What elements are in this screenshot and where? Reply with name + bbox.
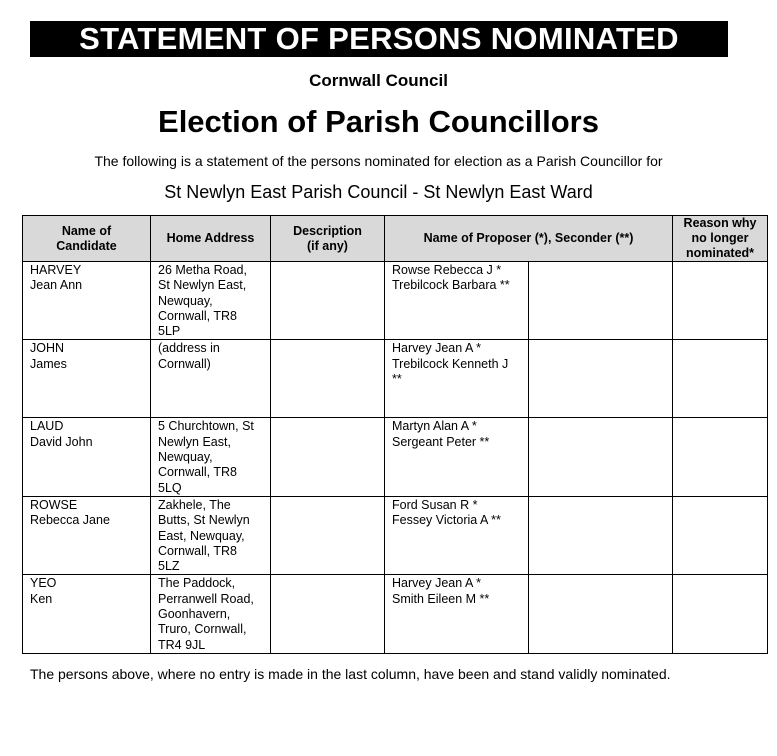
proposer-seconder-cell	[385, 340, 529, 418]
candidate-surname: JOHN	[30, 341, 65, 356]
candidate-name-cell	[23, 418, 151, 496]
proposer-name: Ford Susan R *	[392, 497, 478, 512]
header-candidate-name: Name of Candidate	[23, 216, 151, 262]
home-address-cell	[151, 496, 271, 574]
intro-text: The following is a statement of the persons nominated for election as a Parish Councillor for	[94, 153, 663, 169]
address-line: Perranwell Road,	[158, 591, 254, 606]
reason-cell	[673, 496, 768, 574]
address-line: 5LQ	[158, 480, 182, 495]
proposer-seconder-cell	[385, 496, 529, 574]
proposer-seconder-cell	[385, 575, 529, 653]
candidate-name-cell	[23, 340, 151, 418]
header-proposer-seconder: Name of Proposer (*), Seconder (**)	[385, 216, 673, 262]
address-line: Newquay,	[158, 450, 213, 465]
address-line: Newlyn East,	[158, 434, 231, 449]
seconder-name: Trebilcock Kenneth J	[392, 356, 509, 371]
candidate-surname: LAUD	[30, 419, 64, 434]
seconder-name: **	[392, 372, 402, 387]
blank-cell	[529, 262, 673, 340]
proposer-seconder-cell	[385, 418, 529, 496]
address-line: 5LP	[158, 324, 181, 339]
description-cell	[271, 340, 385, 418]
header-description: Description (if any)	[271, 216, 385, 262]
address-line: 26 Metha Road,	[158, 263, 247, 277]
blank-cell	[529, 496, 673, 574]
nominations-table	[22, 215, 768, 654]
address-line: Cornwall, TR8	[158, 543, 237, 558]
address-line: East, Newquay,	[158, 528, 245, 543]
reason-cell	[673, 340, 768, 418]
candidate-name-cell	[23, 262, 151, 340]
proposer-name: Harvey Jean A *	[392, 341, 481, 356]
candidate-surname: YEO	[30, 576, 57, 591]
seconder-name: Sergeant Peter **	[392, 434, 490, 449]
candidate-forenames: Jean Ann	[30, 278, 83, 293]
candidate-forenames: James	[30, 356, 67, 371]
proposer-name: Martyn Alan A *	[392, 419, 477, 434]
blank-cell	[529, 575, 673, 653]
candidate-forenames: David John	[30, 434, 93, 449]
statement-banner: STATEMENT OF PERSONS NOMINATED	[30, 21, 728, 57]
address-line: 5 Churchtown, St	[158, 419, 254, 434]
candidate-name-cell	[23, 496, 151, 574]
address-line: Cornwall, TR8	[158, 465, 237, 480]
proposer-name: Harvey Jean A *	[392, 576, 481, 591]
address-line: St Newlyn East,	[158, 278, 247, 293]
seconder-name: Trebilcock Barbara **	[392, 278, 510, 293]
address-line: Butts, St Newlyn	[158, 513, 250, 528]
blank-cell	[529, 340, 673, 418]
ward-name: St Newlyn East Parish Council - St Newlyn East Ward	[164, 182, 593, 202]
description-cell	[271, 496, 385, 574]
candidate-name-cell	[23, 575, 151, 653]
header-reason: Reason why no longer nominated*	[673, 216, 768, 262]
address-line: Newquay,	[158, 293, 213, 308]
address-line: (address in	[158, 341, 220, 356]
validity-note: The persons above, where no entry is made in the last column, have been and stand validly nominated.	[30, 666, 671, 682]
blank-cell	[529, 418, 673, 496]
address-line: TR4 9JL	[158, 637, 206, 652]
home-address-cell	[151, 418, 271, 496]
address-line: Cornwall)	[158, 356, 211, 371]
description-cell	[271, 418, 385, 496]
reason-cell	[673, 575, 768, 653]
address-line: Goonhavern,	[158, 607, 231, 622]
table-row	[23, 575, 768, 653]
description-cell	[271, 575, 385, 653]
council-name: Cornwall Council	[309, 71, 448, 90]
candidate-forenames: Ken	[30, 591, 53, 606]
proposer-seconder-cell	[385, 262, 529, 340]
address-line: Truro, Cornwall,	[158, 622, 247, 637]
home-address-cell	[151, 340, 271, 418]
proposer-name: Rowse Rebecca J *	[392, 263, 502, 277]
candidate-surname: ROWSE	[30, 497, 78, 512]
address-line: Cornwall, TR8	[158, 308, 237, 323]
table-row	[23, 496, 768, 574]
reason-cell	[673, 418, 768, 496]
address-line: 5LZ	[158, 559, 180, 574]
home-address-cell	[151, 262, 271, 340]
reason-cell	[673, 262, 768, 340]
address-line: Zakhele, The	[158, 497, 231, 512]
table-row	[23, 418, 768, 496]
description-cell	[271, 262, 385, 340]
election-title: Election of Parish Councillors	[158, 104, 599, 139]
table-header-row	[23, 216, 768, 262]
table-row	[23, 340, 768, 418]
header-home-address: Home Address	[151, 216, 271, 262]
home-address-cell	[151, 575, 271, 653]
table-row	[23, 262, 768, 340]
candidate-forenames: Rebecca Jane	[30, 513, 110, 528]
seconder-name: Smith Eileen M **	[392, 591, 490, 606]
candidate-surname: HARVEY	[30, 263, 82, 277]
seconder-name: Fessey Victoria A **	[392, 513, 501, 528]
address-line: The Paddock,	[158, 576, 236, 591]
